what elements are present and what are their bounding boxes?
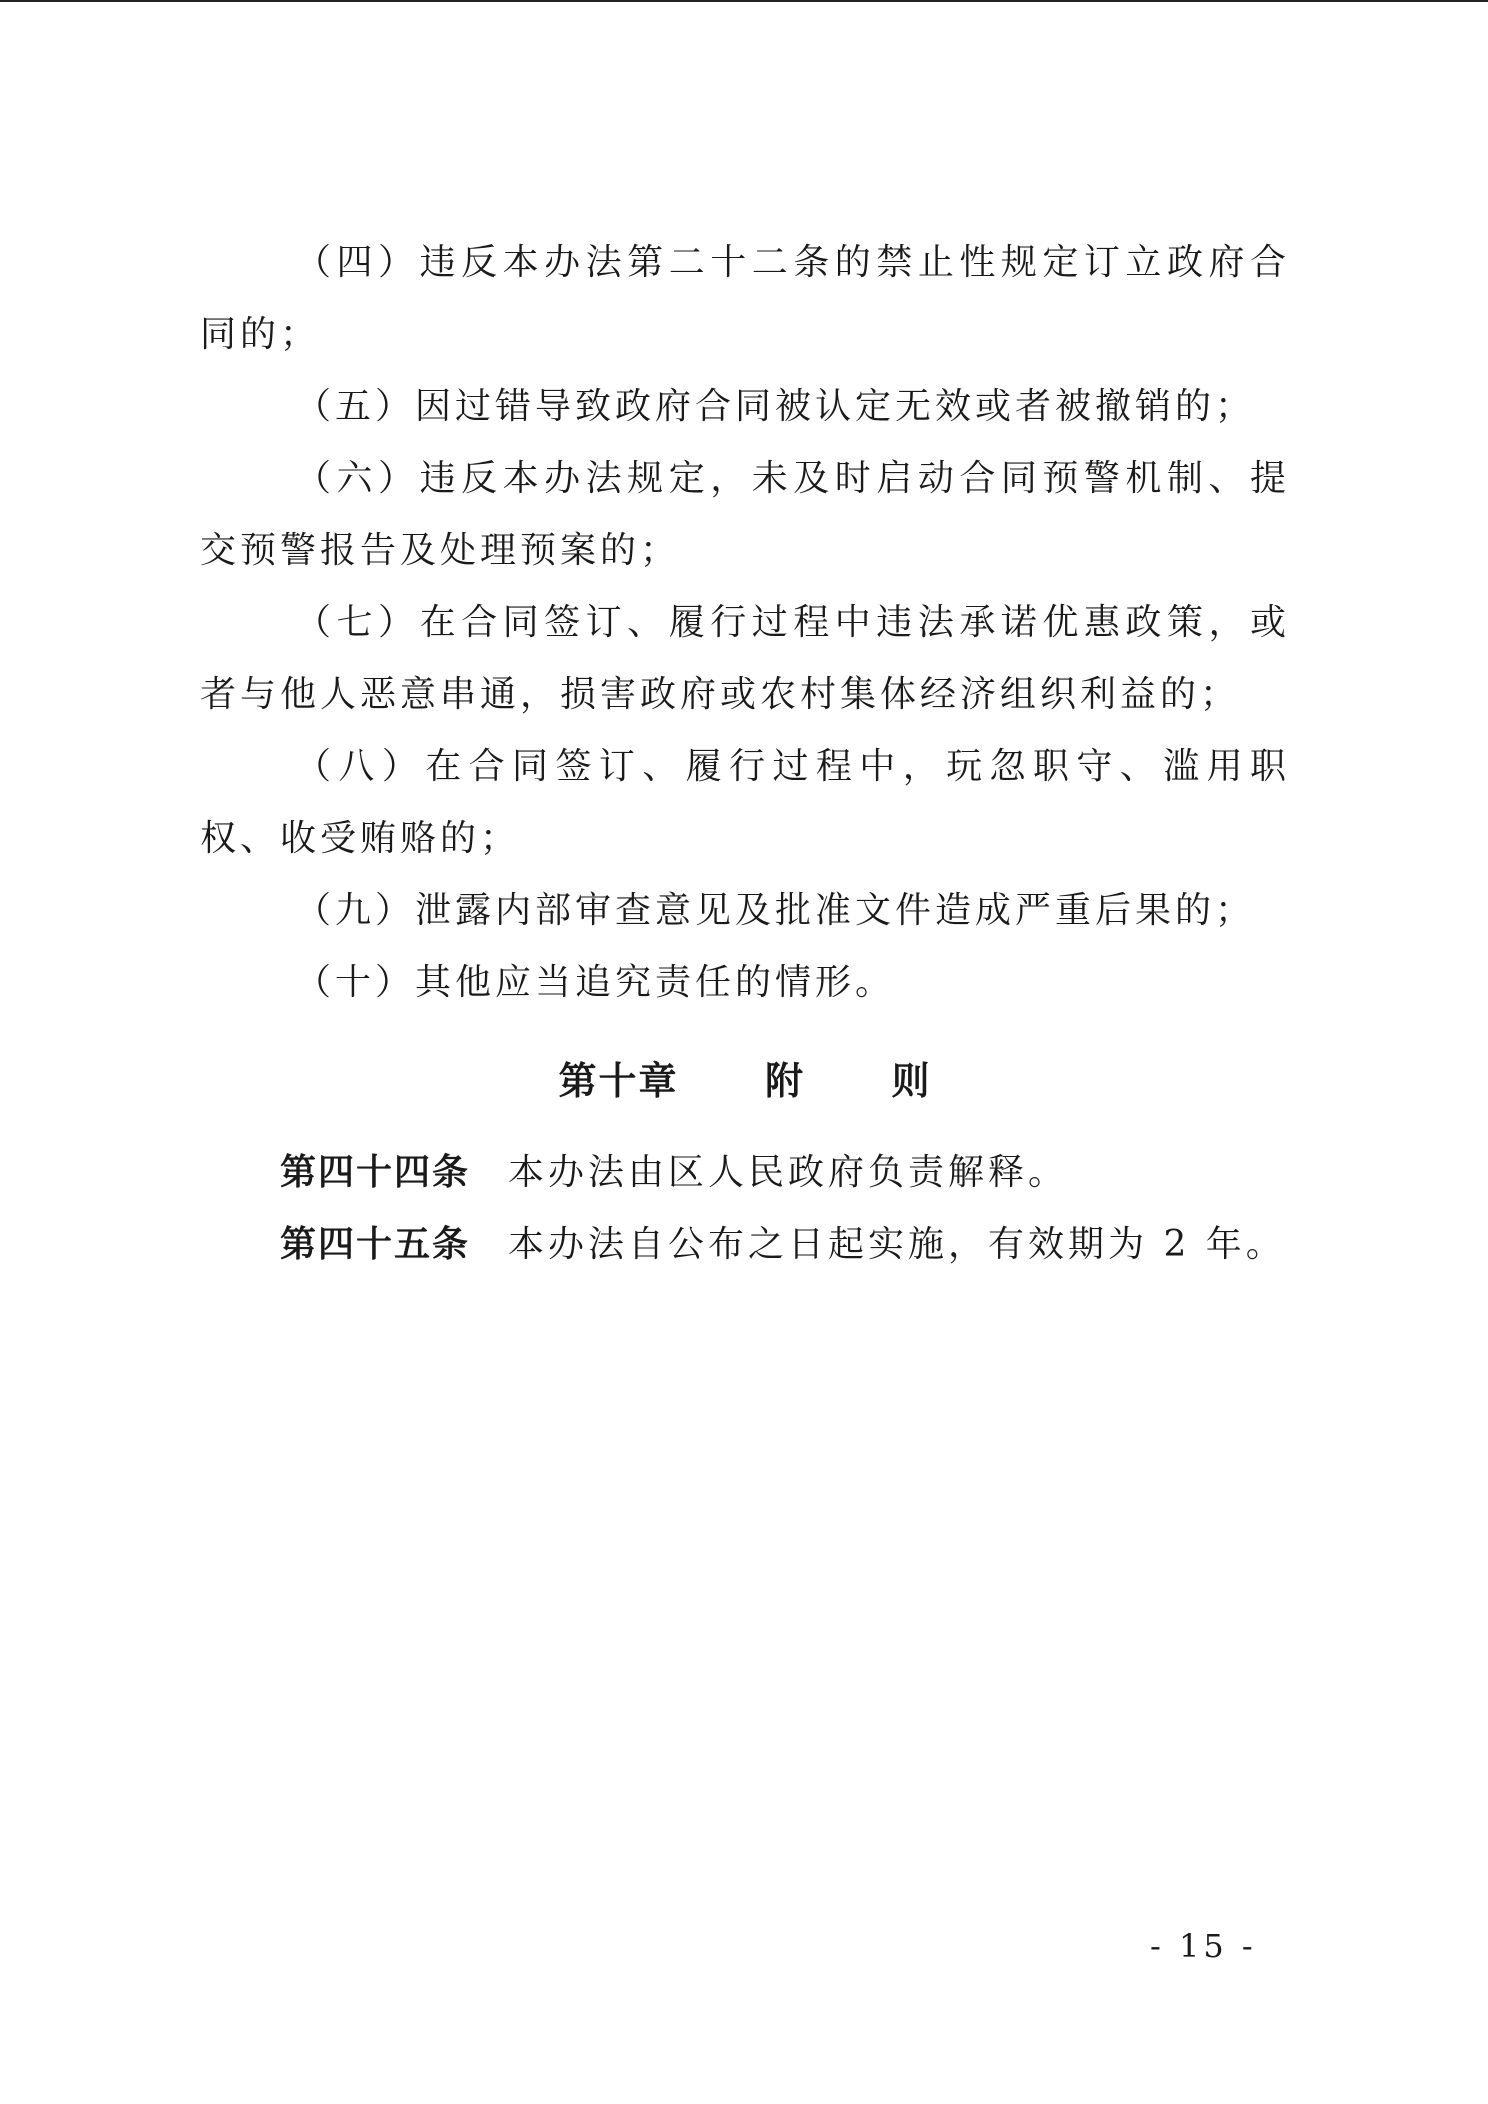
list-item-8: （八）在合同签订、履行过程中，玩忽职守、滥用职权、收受贿赂的； [200, 746, 1290, 859]
article-44 [200, 1137, 1290, 1209]
article-44-text: 本办法由区人民政府负责解释。 [508, 1152, 1069, 1193]
list-item-6: （六）违反本办法规定，未及时启动合同预警机制、提交预警报告及处理预案的； [200, 458, 1290, 571]
page-number: - 15 - [1150, 1927, 1257, 1965]
list-item-5: （五）因过错导致政府合同被认定无效或者被撤销的； [295, 386, 1256, 427]
list-item-9: （九）泄露内部审查意见及批准文件造成严重后果的； [295, 890, 1256, 931]
article-44-number: 第四十四条 [280, 1152, 471, 1193]
article-45-number: 第四十五条 [280, 1224, 471, 1265]
article-45-text: 本办法自公布之日起实施，有效期为 2 年。 [508, 1224, 1286, 1265]
document-body [200, 227, 1290, 1281]
list-item-7: （七）在合同签订、履行过程中违法承诺优惠政策，或者与他人恶意串通，损害政府或农村集体经济组织利益的； [200, 602, 1290, 715]
list-item-4: （四）违反本办法第二十二条的禁止性规定订立政府合同的； [200, 242, 1290, 355]
chapter-title: 第十章 附 则 [558, 1059, 932, 1103]
list-item-10: （十）其他应当追究责任的情形。 [295, 962, 896, 1003]
article-45 [200, 1209, 1290, 1281]
